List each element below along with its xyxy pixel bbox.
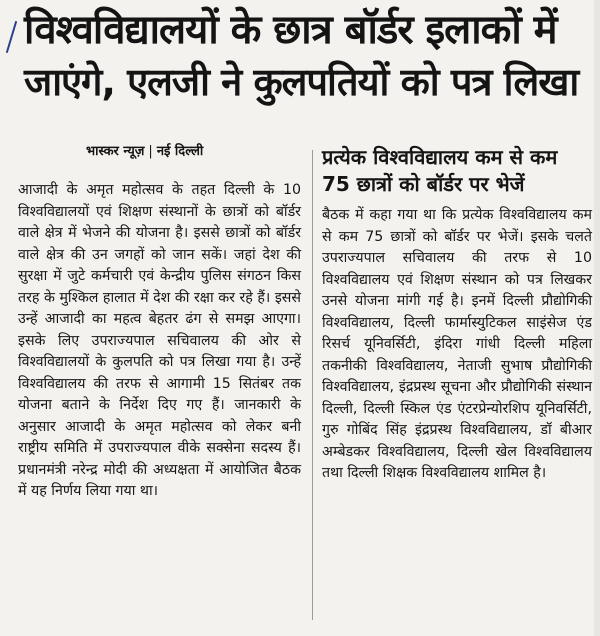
article-body-left [18,180,301,503]
body-left-paragraph: आजादी के अमृत महोत्सव के तहत दिल्ली के 10 विश्वविद्यालयों एवं शिक्षण संस्थानों के छात्रों को बॉर्डर वाले क्षेत्र में भेजने की योजना है। इससे छात्रों को बॉर्डर वाले क्षेत्र की उन जगहों को जान सकें। जहां देश की सुरक्षा में जुटे कर्मचारी एवं केन्द्रीय पुलिस संगठन किस तरह के मुश्किल हालात में देश की रक्षा कर रहे हैं। इससे उन्हें आजादी का महत्व बेहतर ढंग से समझ आएगा। इसके लिए उपराज्यपाल सचिवालय की ओर से विश्वविद्यालयों के कुलपति को पत्र लिखा गया है। उन्हें विश्वविद्यालय की तरफ से आगामी 15 सितंबर तक योजना बताने के निर्देश दिए गए हैं। जानकारी के अनुसार आजादी के अमृत महोत्सव को लेकर बनी राष्ट्रीय समिति में उपराज्यपाल वीके सक्सेना सदस्य हैं। प्रधानमंत्री नरेन्द्र मोदी की अध्यक्षता में आयोजित बैठक में यह निर्णय लिया गया था। [18,182,301,499]
column-divider [312,150,313,620]
adjacent-column-edge [594,0,600,636]
subheading: प्रत्येक विश्वविद्यालय कम से कम 75 छात्रों को बॉर्डर पर भेजें [322,145,558,196]
byline-separator: | [148,144,153,159]
byline-source: भास्कर न्यूज़ [86,144,145,159]
byline [86,141,203,159]
article-body-right [322,205,592,485]
headline [24,6,584,106]
body-right-paragraph: बैठक में कहा गया था कि प्रत्येक विश्वविद्यालय कम से कम 75 छात्रों को बॉर्डर पर भेजें। इसके चलते उपराज्यपाल सचिवालय की तरफ से 10 विश्वविद्यालय एवं शिक्षण संस्थान को पत्र लिखकर उनसे योजना मांगी गई है। इनमें दिल्ली प्रौद्योगिकी विश्वविद्यालय, दिल्ली फार्मास्युटिकल साइंसेज एंड रिसर्च यूनिवर्सिटी, इंदिरा गांधी दिल्ली महिला तकनीकी विश्वविद्यालय, नेताजी सुभाष प्रौद्योगिकी विश्वविद्यालय, इंद्रप्रस्थ सूचना और प्रौद्योगिकी संस्थान दिल्ली, दिल्ली स्किल एंड एंटरप्रेन्योरशिप यूनिवर्सिटी, गुरु गोबिंद सिंह इंद्रप्रस्थ विश्वविद्यालय, डॉ बीआर अम्बेडकर विश्वविद्यालय, दिल्ली खेल विश्वविद्यालय तथा दिल्ली शिक्षक विश्वविद्यालय शामिल है। [322,207,592,481]
pen-mark-icon [4,20,18,54]
headline-line-1: विश्वविद्यालयों के छात्र बॉर्डर इलाकों में [24,7,557,53]
headline-line-2: जाएंगे, एलजी ने कुलपतियों को पत्र लिखा [24,60,579,104]
byline-location: नई दिल्ली [156,144,204,159]
